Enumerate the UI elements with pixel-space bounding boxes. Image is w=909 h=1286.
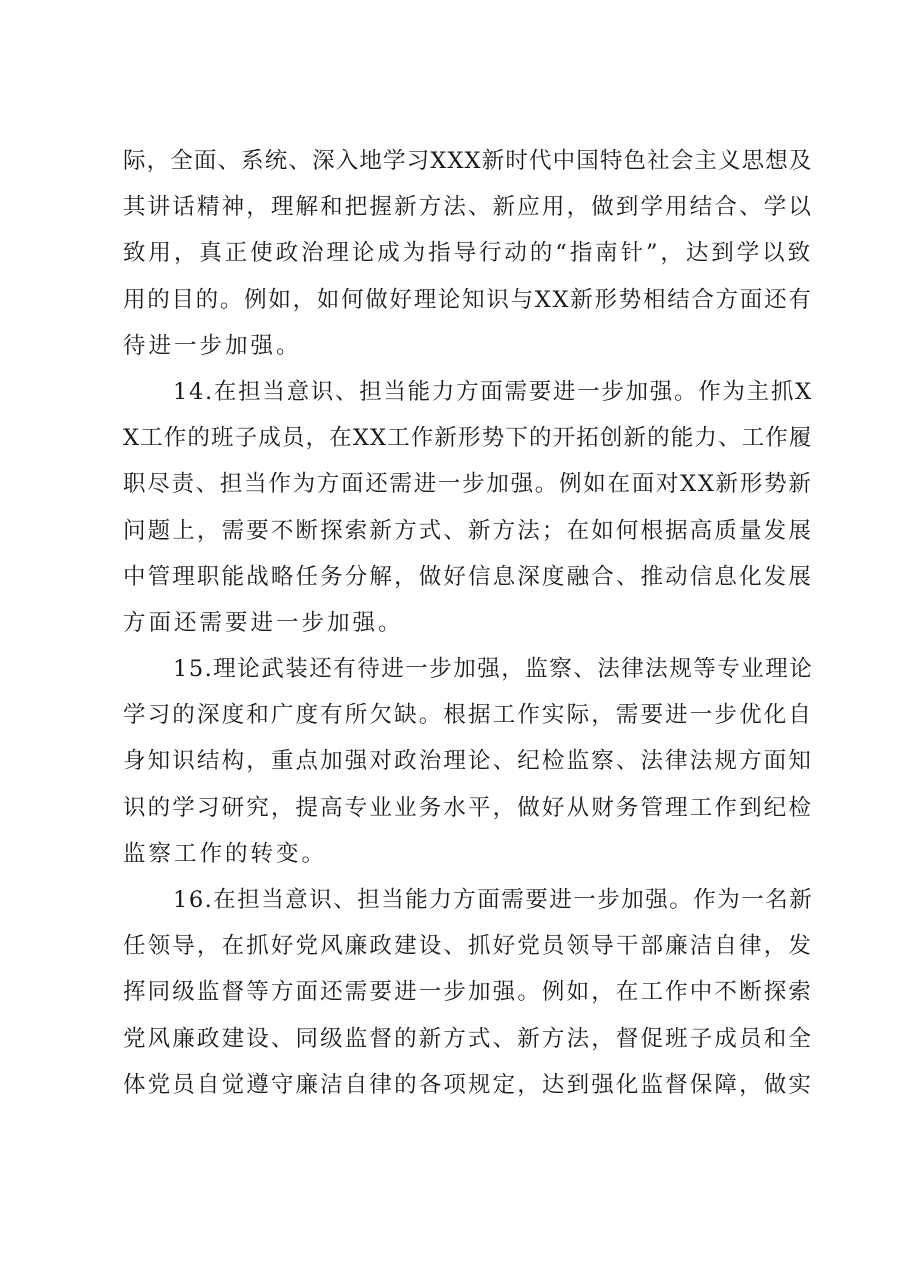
text-line: 体党员自觉遵守廉洁自律的各项规定，达到强化监督保障，做实: [123, 1071, 814, 1098]
text-line: 致用，真正使政治理论成为指导行动的“指南针”，达到学以致: [123, 240, 814, 267]
text-line: 党风廉政建设、同级监督的新方式、新方法，督促班子成员和全: [123, 1025, 814, 1052]
text-line: 方面还需要进一步加强。: [123, 609, 404, 636]
text-line: 待进一步加强。: [123, 332, 302, 359]
text-line: 际，全面、系统、深入地学习XXX新时代中国特色社会主义思想及: [123, 148, 813, 174]
text-line: 任领导，在抓好党风廉政建设、抓好党员领导干部廉洁自律，发: [123, 933, 814, 960]
text-line: 职尽责、担当作为方面还需进一步加强。例如在面对XX新形势新: [123, 471, 813, 498]
text-line: 监察工作的转变。: [123, 840, 328, 867]
text-line: 用的目的。例如，如何做好理论知识与XX新形势相结合方面还有: [123, 286, 813, 313]
text-line: 中管理职能战略任务分解，做好信息深度融合、推动信息化发展: [123, 563, 814, 590]
body-text: [123, 138, 813, 1108]
text-line: 身知识结构，重点加强对政治理论、纪检监察、法律法规方面知: [123, 748, 814, 775]
paragraph-first-line: 14.在担当意识、担当能力方面需要进一步加强。作为主抓X: [173, 378, 813, 405]
paragraph-first-line: 16.在担当意识、担当能力方面需要进一步加强。作为一名新: [173, 887, 814, 913]
text-line: 问题上，需要不断探索新方式、新方法；在如何根据高质量发展: [123, 517, 814, 544]
paragraph-first-line: 15.理论武装还有待进一步加强，监察、法律法规等专业理论: [173, 656, 814, 683]
text-line: 其讲话精神，理解和把握新方法、新应用，做到学用结合、学以: [123, 194, 814, 221]
text-line: X工作的班子成员，在XX工作新形势下的开拓创新的能力、工作履: [123, 425, 813, 452]
text-line: 挥同级监督等方面还需要进一步加强。例如，在工作中不断探索: [123, 979, 814, 1006]
text-line: 学习的深度和广度有所欠缺。根据工作实际，需要进一步优化自: [123, 702, 814, 729]
text-line: 识的学习研究，提高专业业务水平，做好从财务管理工作到纪检: [123, 794, 814, 821]
